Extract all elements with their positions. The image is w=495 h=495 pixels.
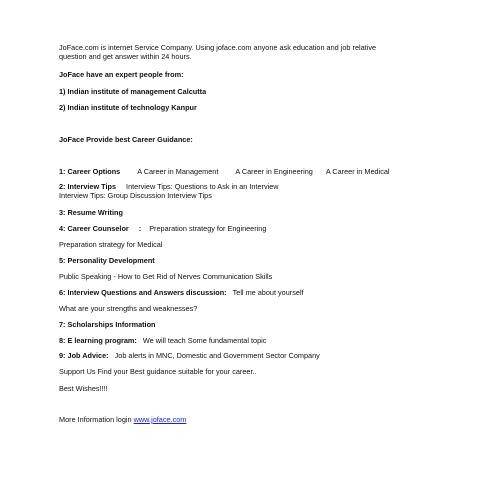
resume-writing-label: 3: Resume Writing [59,208,123,217]
personality-label: 5: Personality Development [59,256,155,265]
personality-text: Public Speaking - How to Get Rid of Nerves Communication Skills [59,272,273,281]
elearning-label: 8: E learning program: [59,336,137,345]
career-counselor-row [59,224,266,233]
career-option-medical: A Career in Medical [325,167,390,176]
best-wishes: Best Wishes!!!! [59,384,108,393]
career-counselor-label: 4: Career Counselor [59,224,129,233]
career-counselor-colon: : [138,224,142,233]
footer-text: More Information login [59,415,134,424]
elearning-row [59,336,266,345]
interview-qa-text-2: What are your strengths and weaknesses? [59,304,198,313]
expert-item-2: 2) Indian institute of technology Kanpur [59,103,197,112]
elearning-text: We will teach Some fundamental topic [142,336,267,345]
support-text: Support Us Find your Best guidance suitable for your career.. [59,367,257,376]
interview-qa-row [59,288,304,297]
career-options-row [59,167,390,176]
job-advice-text: Job alerts in MNC, Domestic and Government Sector Company [114,351,320,360]
experts-heading: JoFace have an expert people from: [59,70,184,79]
interview-qa-label: 6: Interview Questions and Answers discussion: [59,288,227,297]
footer-line [59,415,186,424]
interview-qa-text-1: Tell me about yourself [232,288,304,297]
interview-tips-text-2: Interview Tips: Group Discussion Interview Tips [59,191,212,200]
job-advice-row [59,351,320,360]
expert-item-1: 1) Indian institute of management Calcutta [59,87,207,96]
joface-link[interactable]: www.joface.com [133,415,187,424]
guidance-heading: JoFace Provide best Career Guidance: [59,135,193,144]
interview-tips-label: 2: Interview Tips [59,182,117,191]
scholarships-label: 7: Scholarships Information [59,320,156,329]
interview-tips-row [59,182,279,191]
intro-line-1: JoFace.com is internet Service Company. Using joface.com anyone ask education and job relative [59,43,377,52]
career-option-management: A Career in Management [137,167,219,176]
interview-tips-text-1: Interview Tips: Questions to Ask in an Interview [126,182,279,191]
career-option-engineering: A Career in Engineering [235,167,313,176]
job-advice-label: 9: Job Advice: [59,351,109,360]
intro-line-2: question and get answer within 24 hours. [59,52,192,61]
career-counselor-text-1: Preparation strategy for Engineering [149,224,267,233]
career-options-label: 1: Career Options [59,167,121,176]
career-counselor-text-2: Preparation strategy for Medical [59,240,163,249]
